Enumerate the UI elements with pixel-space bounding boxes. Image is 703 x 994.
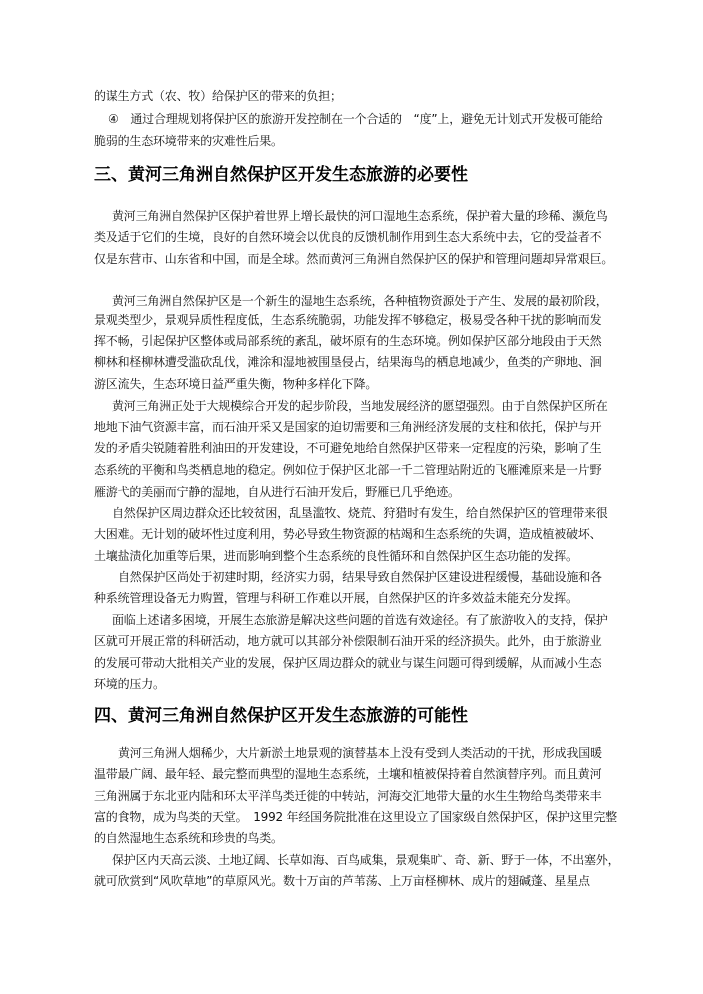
paragraph-line: 态系统的平衡和鸟类栖息地的稳定。例如位于保护区北部一千二管理站附近的飞雁滩原来是一片野 xyxy=(94,463,602,477)
paragraph-line: 仅是东营市、山东省和中国，而是全球。然而黄河三角洲自然保护区的保护和管理问题却异常艰巨。 xyxy=(94,252,614,266)
paragraph-line: 大困难。无计划的破坏性过度利用，势必导致生物资源的枯竭和生态系统的失调，造成植被破坏、 xyxy=(94,527,602,541)
section-heading: 四、黄河三角洲自然保护区开发生态旅游的可能性 xyxy=(94,706,468,726)
paragraph-line: 地地下油气资源丰富，而石油开采又是国家的迫切需要和三角洲经济发展的支柱和依托，保护与开 xyxy=(94,420,602,434)
paragraph-line: 的自然湿地生态系统和珍贵的鸟类。 xyxy=(94,831,283,845)
paragraph-line: 就可欣赏到“风吹草地”的草原风光。数十万亩的芦苇荡、上万亩柽柳林、成片的翅碱蓬、星星点 xyxy=(94,874,590,888)
intro-line: 脆弱的生态环境带来的灾难性后果。 xyxy=(94,134,283,148)
paragraph-line: 发的矛盾尖锐随着胜利油田的开发建设，不可避免地给自然保护区带来一定程度的污染，影响了生 xyxy=(94,441,602,455)
paragraph-line: 黄河三角洲人烟稀少，大片新淤土地景观的演替基本上没有受到人类活动的干扰，形成我国暖 xyxy=(118,746,602,760)
paragraph-line: 面临上述诸多困境，开展生态旅游是解决这些问题的首选有效途径。有了旅游收入的支持，保护 xyxy=(112,613,608,627)
paragraph-line: 土壤盐渍化加重等后果，进而影响到整个生态系统的良性循环和自然保护区生态功能的发挥。 xyxy=(94,549,578,563)
paragraph-line: 环境的压力。 xyxy=(94,677,165,691)
paragraph-line: 富的食物，成为鸟类的天堂。 1992 年经国务院批准在这里设立了国家级自然保护区，保护这里完整 xyxy=(94,810,617,824)
paragraph-line: 游区流失，生态环境日益严重失衡，物种多样化下降。 xyxy=(94,377,378,391)
paragraph-line: 保护区内天高云淡、土地辽阔、长草如海、百鸟咸集，景观集旷、奇、新、野于一体，不出塞外， xyxy=(112,853,620,867)
paragraph-line: 自然保护区尚处于初建时期，经济实力弱，结果导致自然保护区建设进程缓慢，基础设施和各 xyxy=(118,570,602,584)
section-heading: 三、黄河三角洲自然保护区开发生态旅游的必要性 xyxy=(94,165,468,185)
paragraph-line: 黄河三角洲正处于大规模综合开发的起步阶段，当地发展经济的愿望强烈。由于自然保护区所在 xyxy=(112,399,608,413)
paragraph-line: 挥不畅，引起保护区整体或局部系统的紊乱，破坏原有的生态环境。例如保护区部分地段由于天然 xyxy=(94,334,602,348)
paragraph-line: 温带最广阔、最年轻、最完整而典型的湿地生态系统，土壤和植被保持着自然演替序列。而且黄河 xyxy=(94,767,602,781)
paragraph-line: 的发展可带动大批相关产业的发展，保护区周边群众的就业与谋生问题可得到缓解，从而减小生态 xyxy=(94,656,602,670)
paragraph-line: 类及适于它们的生境，良好的自然环境会以优良的反馈机制作用到生态大系统中去，它的受益者不 xyxy=(94,230,602,244)
paragraph-line: 雁游弋的美丽而宁静的湿地，自从进行石油开发后，野雁已几乎绝迹。 xyxy=(94,485,460,499)
paragraph-line: 景观类型少，景观异质性程度低，生态系统脆弱，功能发挥不够稳定，极易受各种干扰的影响而发 xyxy=(94,313,602,327)
paragraph-line: 柳林和柽柳林遭受滥砍乱伐，滩涂和湿地被围垦侵占，结果海鸟的栖息地减少，鱼类的产卵地、洄 xyxy=(94,355,602,369)
intro-line: ④ 通过合理规划将保护区的旅游开发控制在一个合适的 “度”上，避免无计划式开发极可能给 xyxy=(108,112,603,126)
paragraph-line: 三角洲属于东北亚内陆和环太平洋鸟类迁徙的中转站，河海交汇地带大量的水生生物给鸟类带来丰 xyxy=(94,789,602,803)
paragraph-line: 黄河三角洲自然保护区是一个新生的湿地生态系统，各种植物资源处于产生、发展的最初阶段， xyxy=(112,294,608,308)
paragraph-line: 区就可开展正常的科研活动，地方就可以其部分补偿限制石油开采的经济损失。此外，由于旅游业 xyxy=(94,634,602,648)
paragraph-line: 黄河三角洲自然保护区保护着世界上增长最快的河口湿地生态系统，保护着大量的珍稀、濒危鸟 xyxy=(112,209,608,223)
paragraph-line: 自然保护区周边群众还比较贫困，乱垦滥牧、烧荒、狩猎时有发生，给自然保护区的管理带来很 xyxy=(112,506,608,520)
intro-line: 的谋生方式（农、牧）给保护区的带来的负担； xyxy=(94,89,342,103)
paragraph-line: 种系统管理设备无力购置，管理与科研工作难以开展，自然保护区的许多效益未能充分发挥。 xyxy=(94,591,578,605)
